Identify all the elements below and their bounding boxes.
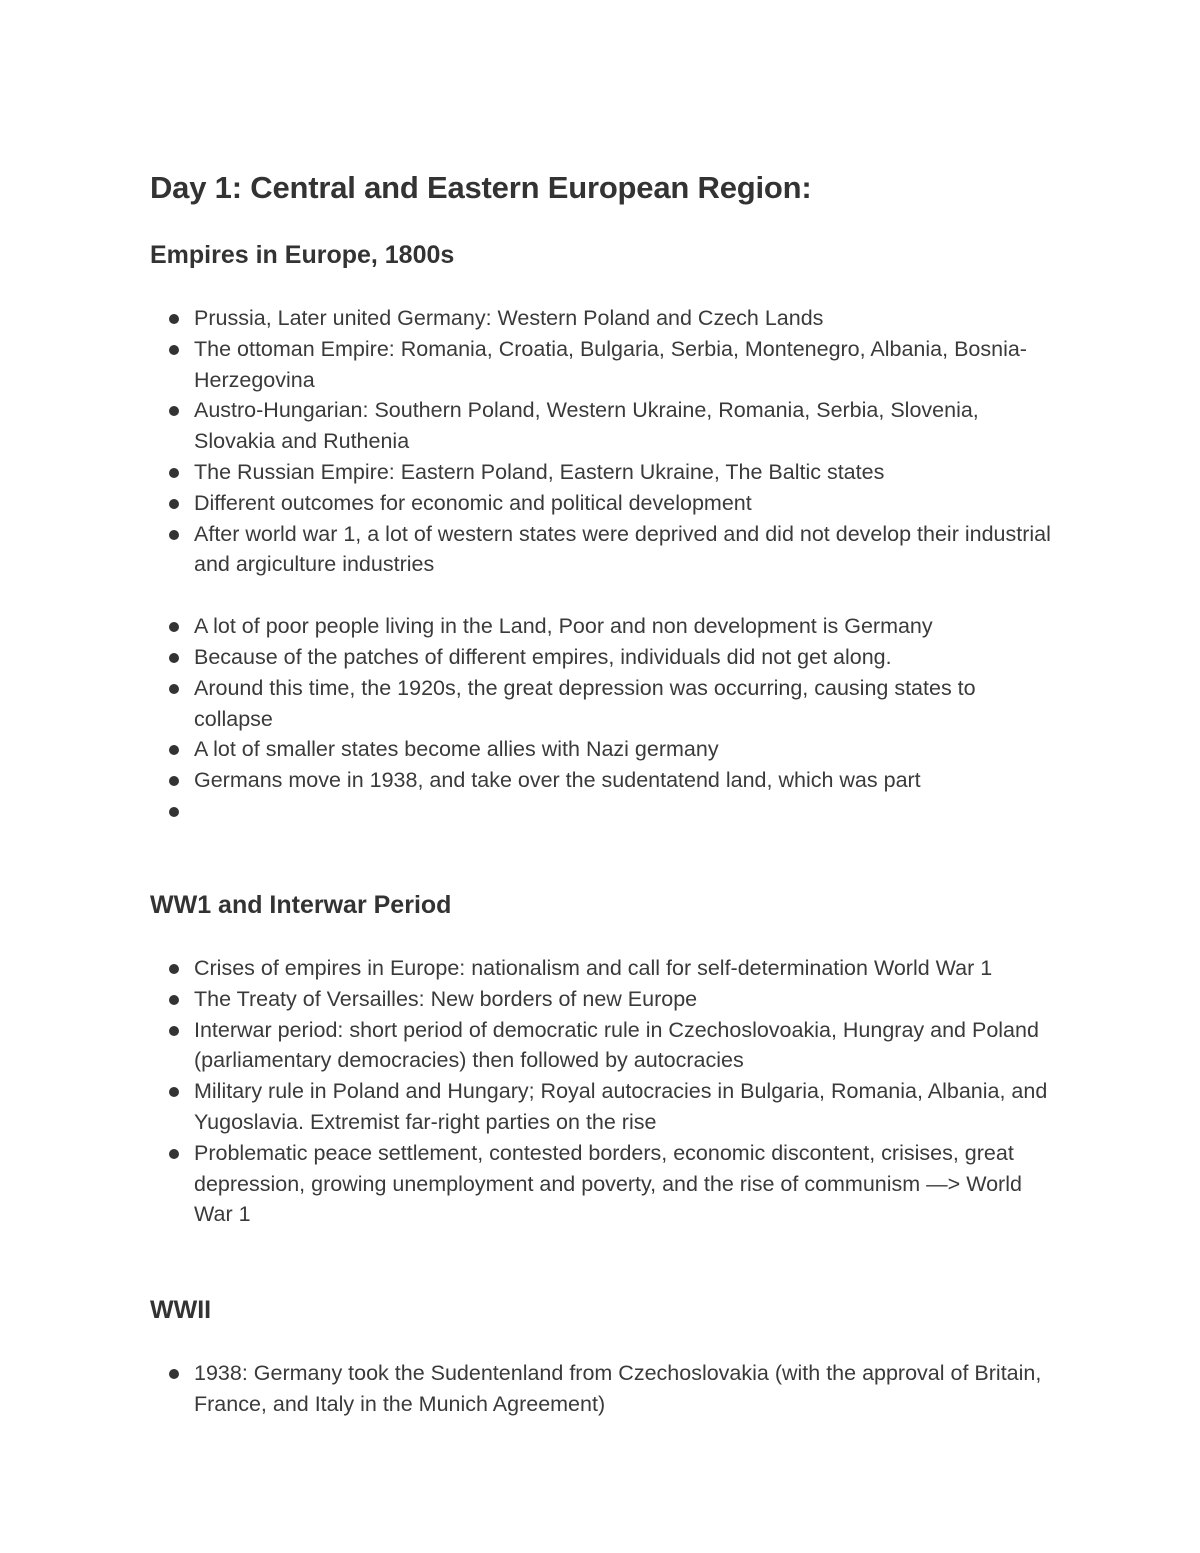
- list-item: Problematic peace settlement, contested borders, economic discontent, crisises, great depression, growing unemployment and poverty, and the rise of communism —> World War 1: [150, 1138, 1060, 1230]
- document-title: Day 1: Central and Eastern European Region:: [150, 170, 812, 205]
- section-ww2: [150, 1293, 1060, 1420]
- bullet-icon: [169, 468, 179, 478]
- list-item: A lot of poor people living in the Land, Poor and non development is Germany: [150, 611, 1060, 642]
- list-item: Crises of empires in Europe: nationalism and call for self-determination World War 1: [150, 953, 1060, 984]
- bullet-icon: [169, 807, 179, 817]
- bullet-icon: [169, 530, 179, 540]
- bullet-icon: [169, 1087, 179, 1097]
- list-item: Germans move in 1938, and take over the sudentatend land, which was part: [150, 765, 1060, 796]
- bullet-icon: [169, 345, 179, 355]
- bullet-list: [150, 953, 1060, 1230]
- list-item: Military rule in Poland and Hungary; Royal autocracies in Bulgaria, Romania, Albania, and Yugoslavia. Extremist far-right parties on the rise: [150, 1076, 1060, 1138]
- bullet-icon: [169, 653, 179, 663]
- bullet-list: [150, 611, 1060, 827]
- list-item: The ottoman Empire: Romania, Croatia, Bulgaria, Serbia, Montenegro, Albania, Bosnia- Herzegovina: [150, 334, 1060, 396]
- section-ww1: [150, 888, 1060, 1230]
- document-page: [150, 150, 1060, 1416]
- bullet-icon: [169, 1026, 179, 1036]
- list-item: Different outcomes for economic and political development: [150, 488, 1060, 519]
- bullet-icon: [169, 622, 179, 632]
- section-empires: [150, 238, 1060, 827]
- section-heading: WW1 and Interwar Period: [150, 891, 452, 919]
- bullet-icon: [169, 964, 179, 974]
- bullet-icon: [169, 745, 179, 755]
- list-item: Prussia, Later united Germany: Western Poland and Czech Lands: [150, 303, 1060, 334]
- bullet-icon: [169, 406, 179, 416]
- list-item: Austro-Hungarian: Southern Poland, Western Ukraine, Romania, Serbia, Slovenia, Slovakia and Ruthenia: [150, 395, 1060, 457]
- bullet-icon: [169, 314, 179, 324]
- list-item: A lot of smaller states become allies with Nazi germany: [150, 734, 1060, 765]
- bullet-list: [150, 303, 1060, 580]
- list-item: The Russian Empire: Eastern Poland, Eastern Ukraine, The Baltic states: [150, 457, 1060, 488]
- bullet-icon: [169, 499, 179, 509]
- list-item: 1938: Germany took the Sudentenland from Czechoslovakia (with the approval of Britain, France, and Italy in the Munich Agreement): [150, 1358, 1060, 1420]
- bullet-icon: [169, 1149, 179, 1159]
- bullet-list: [150, 1358, 1060, 1420]
- list-item: Around this time, the 1920s, the great depression was occurring, causing states to collapse: [150, 673, 1060, 735]
- bullet-icon: [169, 776, 179, 786]
- list-item: After world war 1, a lot of western states were deprived and did not develop their industrial and argiculture industries: [150, 519, 1060, 581]
- list-item: The Treaty of Versailles: New borders of new Europe: [150, 984, 1060, 1015]
- bullet-icon: [169, 1369, 179, 1379]
- list-item: [150, 796, 1060, 827]
- section-heading: Empires in Europe, 1800s: [150, 241, 455, 269]
- section-heading: WWII: [150, 1296, 212, 1324]
- bullet-icon: [169, 684, 179, 694]
- bullet-icon: [169, 995, 179, 1005]
- list-item: Because of the patches of different empires, individuals did not get along.: [150, 642, 1060, 673]
- list-item: Interwar period: short period of democratic rule in Czechoslovoakia, Hungray and Poland (parliamentary democracies) then followed by autocracies: [150, 1015, 1060, 1077]
